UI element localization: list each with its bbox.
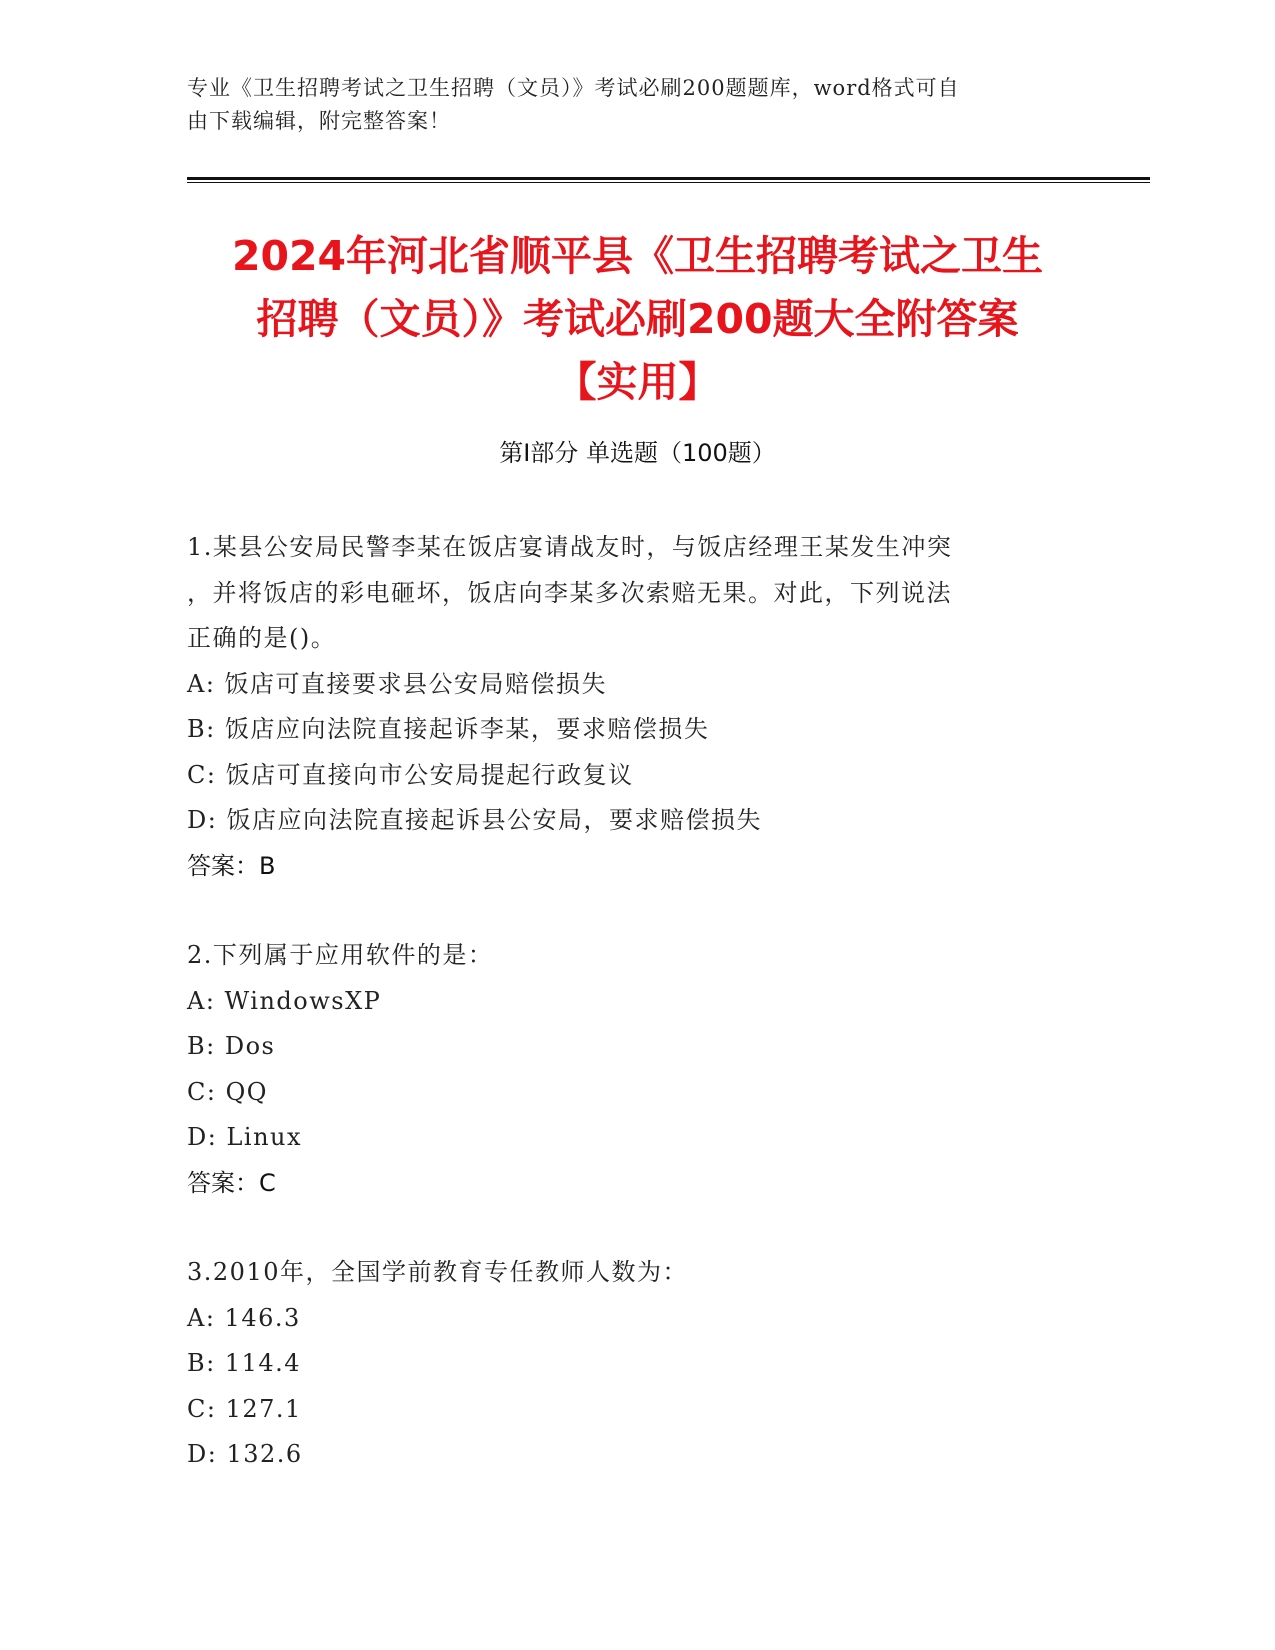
option-d: D: 132.6	[187, 1440, 303, 1468]
option-b: B: 饭店应向法院直接起诉李某，要求赔偿损失	[187, 715, 710, 743]
option-c: C: 127.1	[187, 1394, 302, 1423]
option-d: D: 饭店应向法院直接起诉县公安局，要求赔偿损失	[187, 806, 762, 834]
header-divider-thick	[187, 177, 1150, 180]
option-d: D: Linux	[187, 1123, 303, 1151]
option-c: C: QQ	[187, 1077, 268, 1106]
question-item	[187, 933, 1067, 1206]
question-list	[187, 525, 1067, 1522]
document-title-line-1: 2024年河北省顺平县《卫生招聘考试之卫生	[231, 232, 1044, 280]
question-item	[187, 525, 1067, 889]
option-b: B: Dos	[187, 1032, 276, 1060]
question-item	[187, 1250, 1067, 1478]
answer-label: 答案：C	[187, 1168, 276, 1197]
header-note	[187, 72, 1087, 138]
document-title-line-2: 招聘（文员）》考试必刷200题大全附答案	[256, 295, 1019, 343]
option-a: A: 饭店可直接要求县公安局赔偿损失	[187, 669, 608, 698]
question-stem-line: 1.某县公安局民警李某在饭店宴请战友时，与饭店经理王某发生冲突	[187, 533, 953, 561]
document-title	[150, 225, 1125, 414]
option-a: A: 146.3	[187, 1303, 301, 1332]
header-note-line-1: 专业《卫生招聘考试之卫生招聘（文员）》考试必刷200题题库，word格式可自	[187, 76, 960, 100]
question-stem-line: 3.2010年，全国学前教育专任教师人数为：	[187, 1258, 688, 1286]
header-divider-thin	[187, 182, 1150, 183]
answer-label: 答案：B	[187, 851, 276, 880]
option-b: B: 114.4	[187, 1349, 302, 1377]
header-note-line-2: 由下载编辑，附完整答案！	[187, 109, 451, 133]
option-a: A: WindowsXP	[187, 986, 382, 1015]
section-heading: 第Ⅰ部分 单选题（100题）	[499, 439, 776, 467]
document-title-line-3: 【实用】	[555, 358, 720, 406]
question-stem-line: 正确的是()。	[187, 624, 337, 652]
question-stem-line: ，并将饭店的彩电砸坏，饭店向李某多次索赔无果。对此，下列说法	[187, 578, 952, 607]
question-stem-line: 2.下列属于应用软件的是：	[187, 941, 494, 969]
option-c: C: 饭店可直接向市公安局提起行政复议	[187, 760, 634, 789]
